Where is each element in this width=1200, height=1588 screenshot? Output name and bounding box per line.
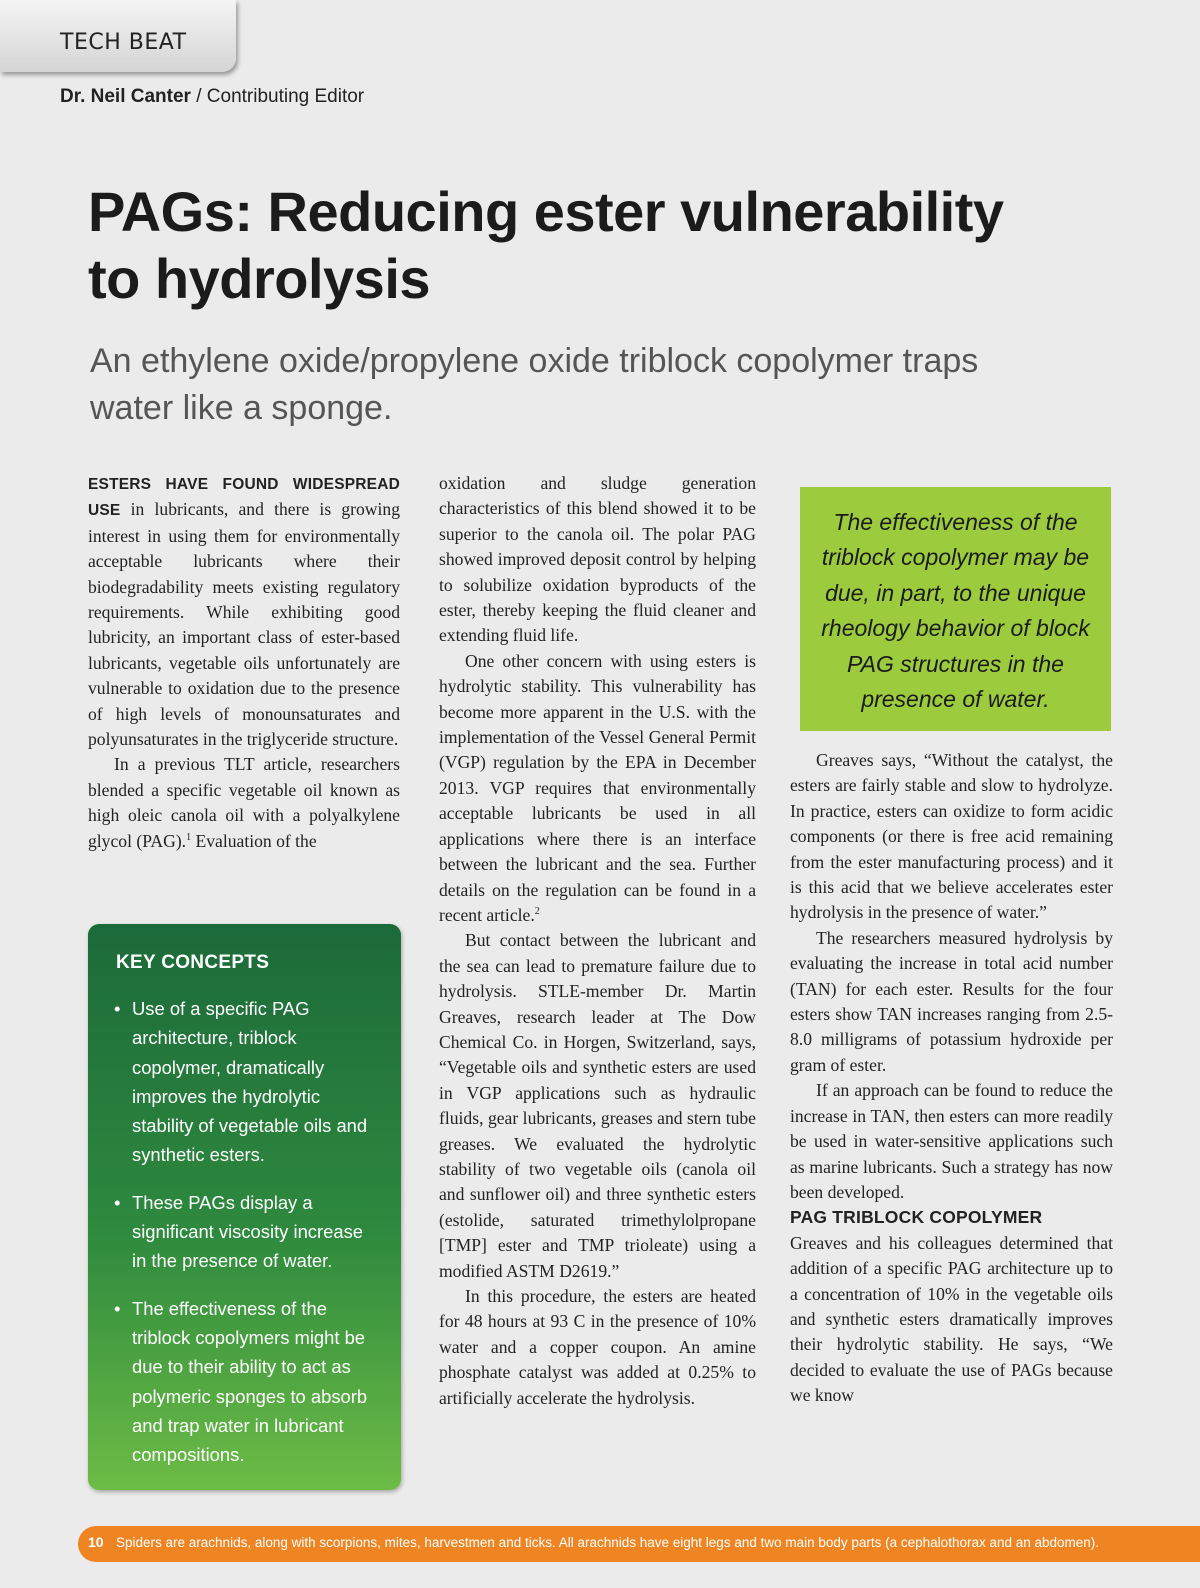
column-2: [439, 471, 756, 1411]
author-name: Dr. Neil Canter: [60, 86, 191, 107]
section-subhead: PAG TRIBLOCK COPOLYMER: [790, 1207, 1043, 1228]
section-label: TECH BEAT: [60, 30, 187, 55]
paragraph: In a previous TLT article, researchers blended a specific vegetable oil known as high oleic canola oil with a polyalkylene glycol (PAG).$^1$ Evaluation of the: [88, 754, 400, 851]
author-role: / Contributing Editor: [196, 86, 365, 107]
paragraph: Greaves and his colleagues determined that addition of a specific PAG architecture up to a concentration of 10% in the vegetable oils and synthetic esters dramatically improves their hydrolytic stability. He says, “We decided to evaluate the use of PAGs because we know: [790, 1232, 1113, 1406]
column-3: [790, 748, 1113, 1409]
paragraph: One other concern with using esters is hydrolytic stability. This vulnerability has become more apparent in the U.S. with the implementation of the Vessel General Permit (VGP) regulation by the EPA in December 2013. VGP requires that environmentally acceptable lubricants be used in all applications where there is an interface between the lubricant and the sea. Further details on the regulation can be found in a recent article.$^2$: [439, 650, 756, 925]
footer-bar: [78, 1526, 1200, 1562]
page-number: 10: [88, 1534, 104, 1550]
pull-quote-box: [800, 487, 1111, 731]
article-title: PAGs: Reducing ester vulnerability to hydrolysis: [88, 180, 1004, 310]
article-deck: An ethylene oxide/propylene oxide triblock copolymer traps water like a sponge.: [90, 342, 979, 427]
footnote-ref: 2: [534, 906, 540, 918]
key-concept-item: • Use of a specific PAG architecture, triblock copolymer, dramatically improves the hydrolytic stability of vegetable oils and synthetic esters.: [114, 994, 382, 1170]
section-tab: [0, 0, 236, 72]
paragraph: In this procedure, the esters are heated for 48 hours at 93 C in the presence of 10% water and a copper coupon. An amine phosphate catalyst was added at 0.25% to artificially accelerate the hydrolysis.: [439, 1286, 756, 1408]
key-concept-item: • The effectiveness of the triblock copolymers might be due to their ability to act as polymeric sponges to absorb and trap water in lubricant compositions.: [114, 1294, 382, 1470]
column-1: [88, 471, 400, 854]
paragraph: If an approach can be found to reduce the increase in TAN, then esters can more readily be used in water-sensitive applications such as marine lubricants. Such a strategy has now been developed.: [790, 1080, 1113, 1202]
byline: [60, 86, 364, 108]
lead-in: ESTERS HAVE FOUND WIDESPREAD USE: [88, 476, 400, 520]
key-concepts-heading: KEY CONCEPTS: [116, 952, 270, 973]
pull-quote: The effectiveness of the triblock copolymer may be due, in part, to the unique rheology behavior of block PAG structures in the presence of water.: [821, 509, 1090, 713]
paragraph: ESTERS HAVE FOUND WIDESPREAD USE in lubricants, and there is growing interest in using them for environmentally acceptable lubricants where their biodegradability meets existing regulatory requirements. While exhibiting good lubricity, an important class of ester-based lubricants, vegetable oils unfortunately are vulnerable to oxidation due to the presence of high levels of monounsaturates and polyunsaturates in the triglyceride structure.: [88, 476, 400, 750]
footnote-ref: 1: [186, 831, 192, 843]
key-concepts-list: [114, 994, 382, 1487]
bullet-icon: •: [114, 998, 121, 1019]
footer-fact: Spiders are arachnids, along with scorpions, mites, harvestmen and ticks. All arachnids have eight legs and two main body parts (a cephalothorax and an abdomen).: [116, 1535, 1100, 1550]
key-concepts-box: [88, 924, 401, 1490]
paragraph: The researchers measured hydrolysis by evaluating the increase in total acid number (TAN) for each ester. Results for the four esters show TAN increases ranging from 2.5-8.0 milligrams of potassium hydroxide per gram of ester.: [790, 927, 1113, 1075]
bullet-icon: •: [114, 1191, 121, 1213]
paragraph: Greaves says, “Without the catalyst, the esters are fairly stable and slow to hydrolyze. In practice, esters can oxidize to form acidic components (or there is free acid remaining from the ester manufacturing process) and it is this acid that we believe accelerates ester hydrolysis in the presence of water.”: [790, 750, 1113, 923]
key-concept-item: • These PAGs display a significant viscosity increase in the presence of water.: [114, 1188, 382, 1276]
paragraph: oxidation and sludge generation characteristics of this blend showed it to be superior to the canola oil. The polar PAG showed improved deposit control by helping to solubilize oxidation byproducts of the ester, thereby keeping the fluid cleaner and extending fluid life.: [439, 473, 756, 646]
paragraph: But contact between the lubricant and the sea can lead to premature failure due to hydrolysis. STLE-member Dr. Martin Greaves, research leader at The Dow Chemical Co. in Horgen, Switzerland, says, “Vegetable oils and synthetic esters are used in VGP applications such as hydraulic fluids, gear lubricants, greases and stern tube greases. We evaluated the hydrolytic stability of two vegetable oils (canola oil and sunflower oil) and three synthetic esters (estolide, saturated trimethylolpropane [TMP] ester and TMP trioleate) using a modified ASTM D2619.”: [439, 930, 756, 1281]
bullet-icon: •: [114, 1297, 121, 1319]
